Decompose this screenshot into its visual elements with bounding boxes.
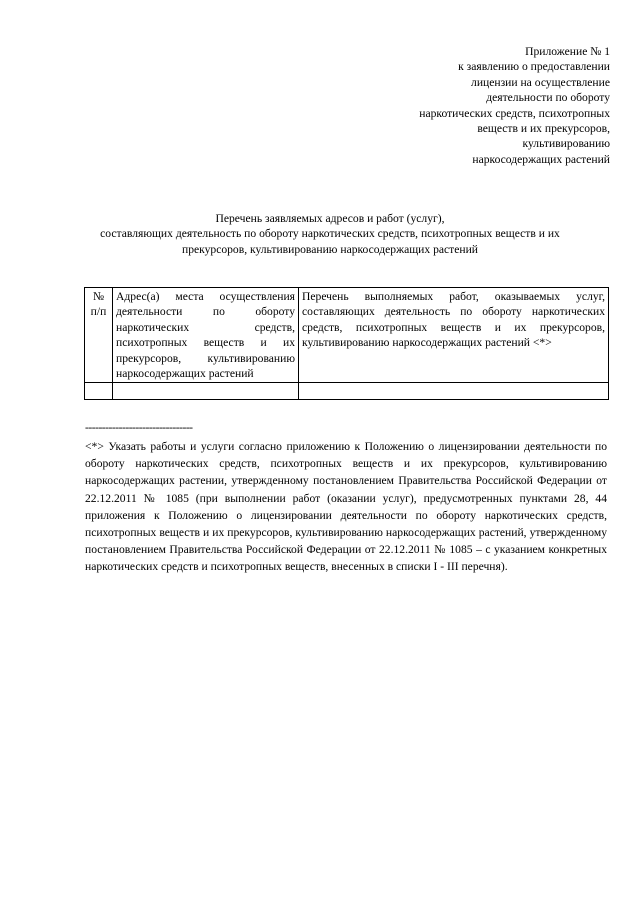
addresses-table <box>84 287 609 400</box>
table-cell <box>113 383 299 400</box>
appendix-line: наркотических средств, психотропных <box>419 106 610 120</box>
appendix-line: культивированию <box>522 137 610 151</box>
appendix-line: Приложение № 1 <box>525 45 610 58</box>
title-line: прекурсоров, культивированию наркосодержащих растений <box>181 242 478 256</box>
title-line: Перечень заявляемых адресов и работ (услуг), <box>215 212 445 225</box>
appendix-line: к заявлению о предоставлении <box>458 60 610 74</box>
appendix-line: деятельности по обороту <box>486 91 610 105</box>
title-line: составляющих деятельность по обороту наркотических средств, психотропных веществ и их <box>100 227 560 241</box>
table-row <box>85 383 609 400</box>
table-cell <box>299 383 609 400</box>
header-number: № п/п <box>85 288 113 383</box>
document-title <box>70 211 590 257</box>
header-works: Перечень выполняемых работ, оказываемых услуг, составляющих деятельность по обороту наркотических средств, психотропных веществ и их прекурсоров, культивированию наркосодержащих растений <*> <box>299 288 609 383</box>
footnote-separator: -------------------------------- <box>85 421 193 434</box>
footnote-text: <*> Указать работы и услуги согласно приложению к Положению о лицензировании деятельности по обороту наркотических средств, психотропных веществ и их прекурсоров, культивированию наркосодержащих растении, утвержденному постановлением Правительства Российской Федерации от 22.12.2011 № 1085 (при выполнении работ (оказании услуг), предусмотренных пунктами 28, 44 приложения к Положению о лицензировании деятельности по обороту наркотических средств, психотропных веществ и их прекурсоров, культивированию наркосодержащих растений, утвержденному постановлением Правительства Российской Федерации от 22.12.2011 № 1085 – с указанием конкретных наркотических средств и психотропных веществ, внесенных в списки I - III перечня). <box>85 440 607 574</box>
table-cell <box>85 383 113 400</box>
appendix-line: лицензии на осуществление <box>471 75 610 89</box>
appendix-line: веществ и их прекурсоров, <box>477 122 610 136</box>
table-header-row <box>85 288 609 383</box>
appendix-line: наркосодержащих растений <box>472 152 610 166</box>
appendix-header <box>350 44 610 167</box>
header-address: Адрес(а) места осуществления деятельности по обороту наркотических средств, психотропных веществ и их прекурсоров, культивированию наркосодержащих растений <box>113 288 299 383</box>
